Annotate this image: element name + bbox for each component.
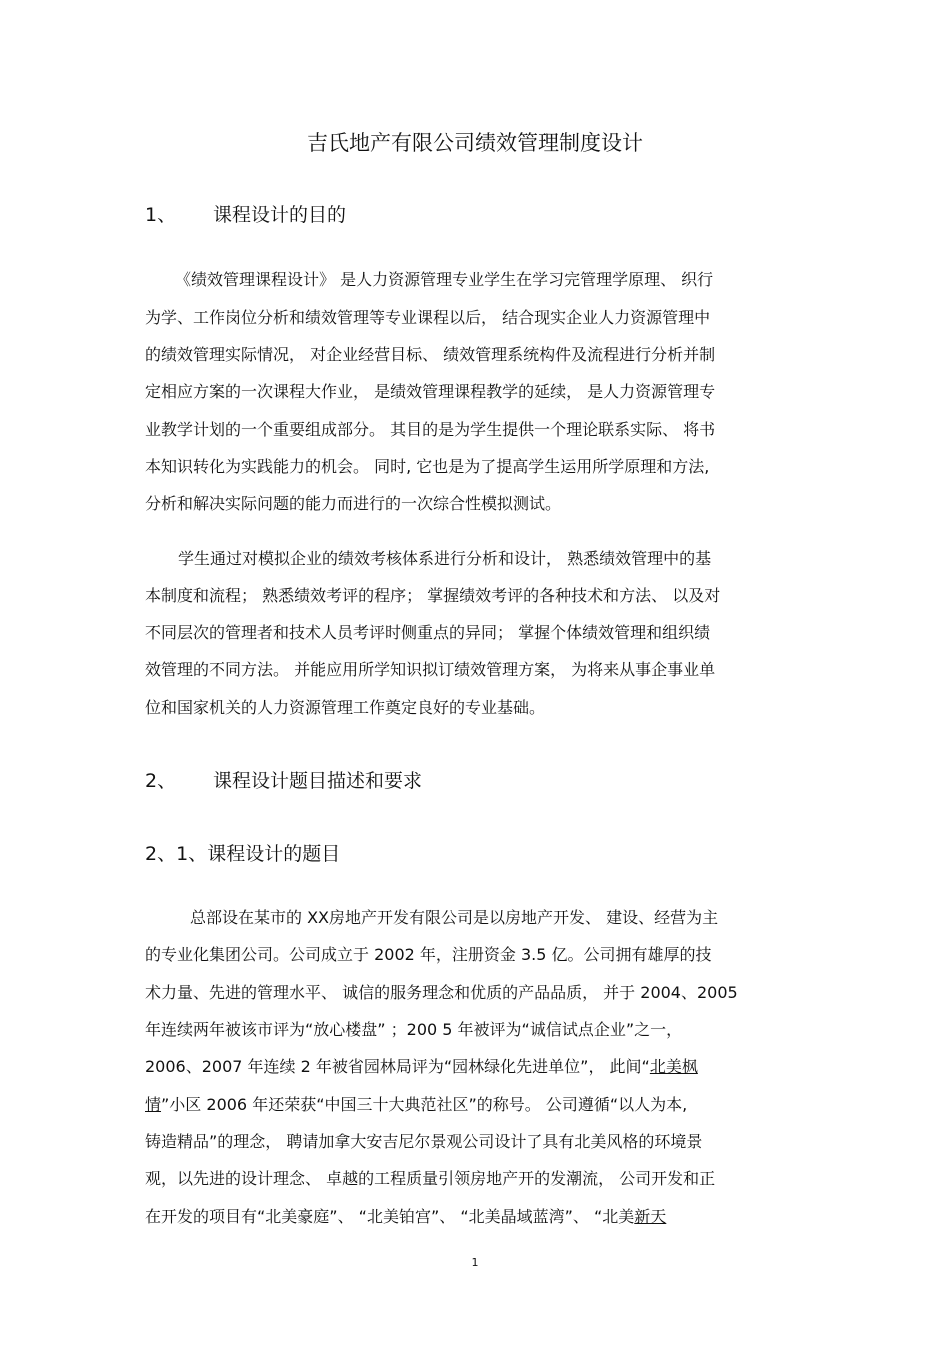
text-line: 位和国家机关的人力资源管理工作奠定良好的专业基础。	[145, 698, 546, 717]
section-2-1-heading	[145, 840, 340, 868]
section-number: 2、	[145, 770, 177, 792]
text-line: 不同层次的管理者和技术人员考评时侧重点的异同； 掌握个体绩效管理和组织绩	[145, 623, 711, 642]
text-line	[145, 1093, 687, 1117]
text-line: 效管理的不同方法。 并能应用所学知识拟订绩效管理方案， 为将来从事企事业单	[145, 660, 716, 679]
text-line	[145, 1205, 666, 1229]
text-line: 年连续两年被该市评为“放心楼盘” ；200 5 年被评为“诚信试点企业”之一，	[145, 1020, 683, 1039]
text-line: 观，以先进的设计理念、 卓越的工程质量引领房地产开的发潮流， 公司开发和正	[145, 1169, 716, 1188]
section-number: 1、	[145, 204, 177, 226]
section-1-heading	[145, 201, 346, 229]
text-line: 业教学计划的一个重要组成部分。 其目的是为学生提供一个理论联系实际、 将书	[145, 420, 716, 439]
section-title: 课程设计的目的	[213, 204, 347, 226]
underlined-text: 北美枫	[649, 1057, 698, 1076]
text-line: 的专业化集团公司。公司成立于 2002 年，注册资金 3.5 亿。公司拥有雄厚的技	[145, 945, 712, 964]
text-line: 为学、工作岗位分析和绩效管理等专业课程以后， 结合现实企业人力资源管理中	[145, 308, 711, 327]
text-segment: ”小区 2006 年还荣获“中国三十大典范社区”的称号。 公司遵循“以人为本,	[161, 1095, 688, 1114]
document-title: 吉氏地产有限公司绩效管理制度设计	[307, 131, 643, 155]
text-line	[145, 1055, 698, 1079]
text-line: 铸造精品”的理念， 聘请加拿大安吉尼尔景观公司设计了具有北美风格的环境景	[145, 1132, 703, 1151]
text-line: 本知识转化为实践能力的机会。 同时, 它也是为了提高学生运用所学原理和方法,	[145, 457, 710, 476]
text-line: 定相应方案的一次课程大作业， 是绩效管理课程教学的延续， 是人力资源管理专	[145, 382, 716, 401]
section-title: 课程设计题目描述和要求	[213, 770, 423, 792]
text-line: 本制度和流程； 熟悉绩效考评的程序； 掌握绩效考评的各种技术和方法、 以及对	[145, 586, 721, 605]
section-number: 2、1、	[145, 843, 208, 865]
text-line: 的绩效管理实际情况， 对企业经营目标、 绩效管理系统构件及流程进行分析并制	[145, 345, 716, 364]
text-line: 术力量、先进的管理水平、 诚信的服务理念和优质的产品品质， 并于 2004、2005	[145, 983, 738, 1002]
text-segment: 2006、2007 年连续 2 年被省园林局评为“园林绿化先进单位”， 此间“	[145, 1057, 650, 1076]
section-title: 课程设计的题目	[207, 843, 341, 865]
text-segment: 在开发的项目有“北美豪庭”、 “北美铂宫”、 “北美晶域蓝湾”、 “北美	[145, 1207, 635, 1226]
text-line: 总部设在某市的 XX房地产开发有限公司是以房地产开发、 建设、经营为主	[190, 908, 719, 927]
page-number: 1	[471, 1256, 479, 1269]
underlined-text: 新天	[634, 1207, 667, 1226]
text-line: 分析和解决实际问题的能力而进行的一次综合性模拟测试。	[145, 494, 562, 513]
text-line: 学生通过对模拟企业的绩效考核体系进行分析和设计， 熟悉绩效管理中的基	[178, 549, 712, 568]
text-line: 《绩效管理课程设计》 是人力资源管理专业学生在学习完管理学原理、 织行	[175, 270, 714, 289]
section-2-heading	[145, 767, 422, 795]
underlined-text: 情	[145, 1095, 162, 1114]
